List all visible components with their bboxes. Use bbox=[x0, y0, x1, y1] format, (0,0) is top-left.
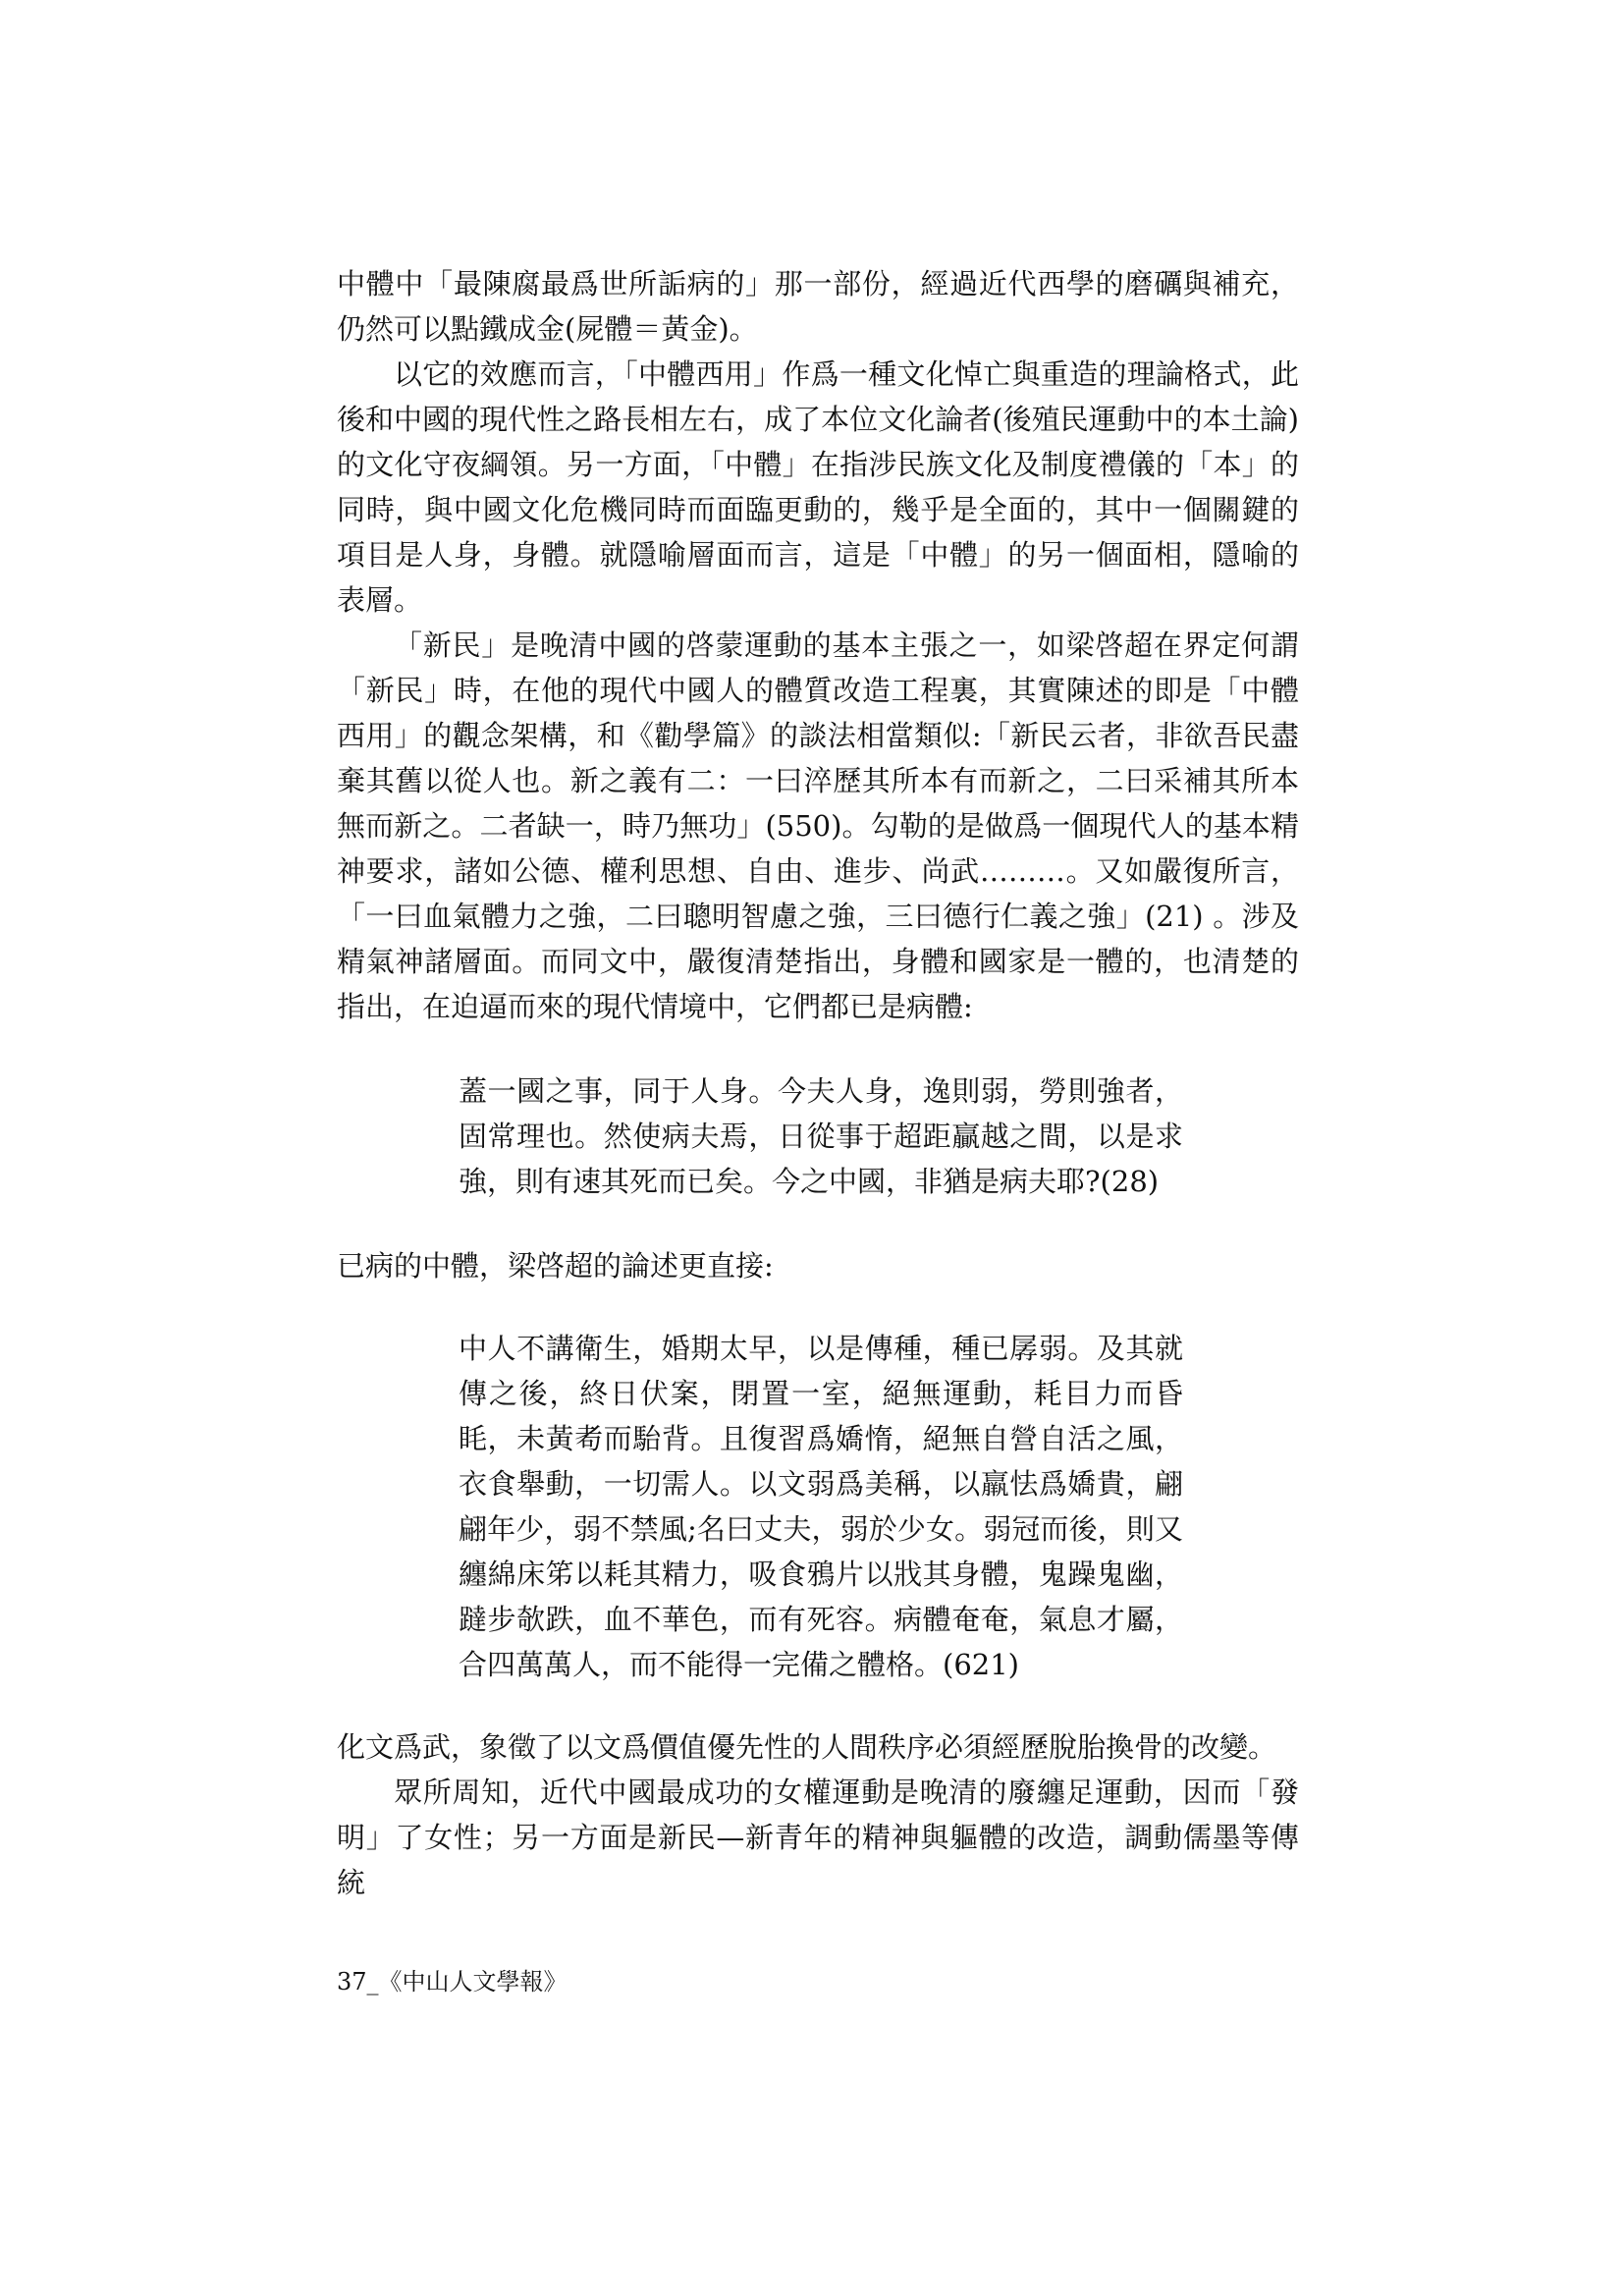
footer-separator: _ bbox=[366, 1968, 379, 1995]
paragraph-5: 化文爲武，象徵了以文爲價值優先性的人間秩序必須經歷脫胎換骨的改變。 bbox=[337, 1730, 1277, 1764]
page-footer bbox=[337, 1967, 568, 1996]
body-text bbox=[337, 261, 1299, 1905]
paragraph-1: 中體中「最陳腐最爲世所詬病的」那一部份，經過近代西學的磨礪與補充，仍然可以點鐵成金(屍體＝黃金)。 bbox=[337, 267, 1299, 346]
block-quote-2: 中人不講衛生，婚期太早，以是傳種，種已孱弱。及其就傳之後，終日伏案，閉置一室，絕無運動，耗目力而昏眊，未黃耇而駘背。且復習爲嬌惰，絕無自營自活之風，衣食舉動，一切需人。以文弱爲美稱，以羸怯爲嬌貴，翩翩年少，弱不禁風;名曰丈夫，弱於少女。弱冠而後，則又纏綿床笫以耗其精力，吸食鴉片以戕其身體，鬼躁鬼幽，躂步欹跌，血不華色，而有死容。病體奄奄，氣息才屬，合四萬萬人，而不能得一完備之體格。(621) bbox=[459, 1332, 1183, 1681]
page-number: 37 bbox=[337, 1968, 367, 1995]
journal-title: 《中山人文學報》 bbox=[378, 1968, 568, 1995]
paragraph-2: 以它的效應而言，「中體西用」作爲一種文化悼亡與重造的理論格式，此後和中國的現代性之路長相左右，成了本位文化論者(後殖民運動中的本土論)的文化守夜綱領。另一方面，「中體」在指涉民族文化及制度禮儀的「本」的同時，與中國文化危機同時而面臨更動的，幾乎是全面的，其中一個關鍵的項目是人身，身體。就隱喻層面而言，這是「中體」的另一個面相，隱喻的表層。 bbox=[337, 357, 1299, 617]
paragraph-6: 眾所周知，近代中國最成功的女權運動是晚清的廢纏足運動，因而「發明」了女性；另一方面是新民—新青年的精神與軀體的改造，調動儒墨等傳統 bbox=[337, 1776, 1299, 1899]
paragraph-3: 「新民」是晚清中國的啓蒙運動的基本主張之一，如梁啓超在界定何謂「新民」時，在他的現代中國人的體質改造工程裏，其實陳述的即是「中體西用」的觀念架構，和《勸學篇》的談法相當類似:「新民云者，非欲吾民盡棄其舊以從人也。新之義有二：一曰淬歷其所本有而新之，二曰采補其所本無而新之。二者缺一，時乃無功」(550)。勾勒的是做爲一個現代人的基本精神要求，諸如公德、權利思想、自由、進步、尚武………。又如嚴復所言，「一曰血氣體力之強，二曰聰明智慮之強，三曰德行仁義之強」(21) 。涉及精氣神諸層面。而同文中，嚴復清楚指出，身體和國家是一體的，也清楚的指出，在迫逼而來的現代情境中，它們都已是病體: bbox=[337, 629, 1299, 1023]
block-quote-1: 蓋一國之事，同于人身。今夫人身，逸則弱，勞則強者，固常理也。然使病夫焉，日從事于超距贏越之間，以是求強，則有速其死而已矣。今之中國，非猶是病夫耶?(28) bbox=[459, 1074, 1183, 1198]
paragraph-4: 已病的中體，梁啓超的論述更直接: bbox=[337, 1249, 774, 1283]
